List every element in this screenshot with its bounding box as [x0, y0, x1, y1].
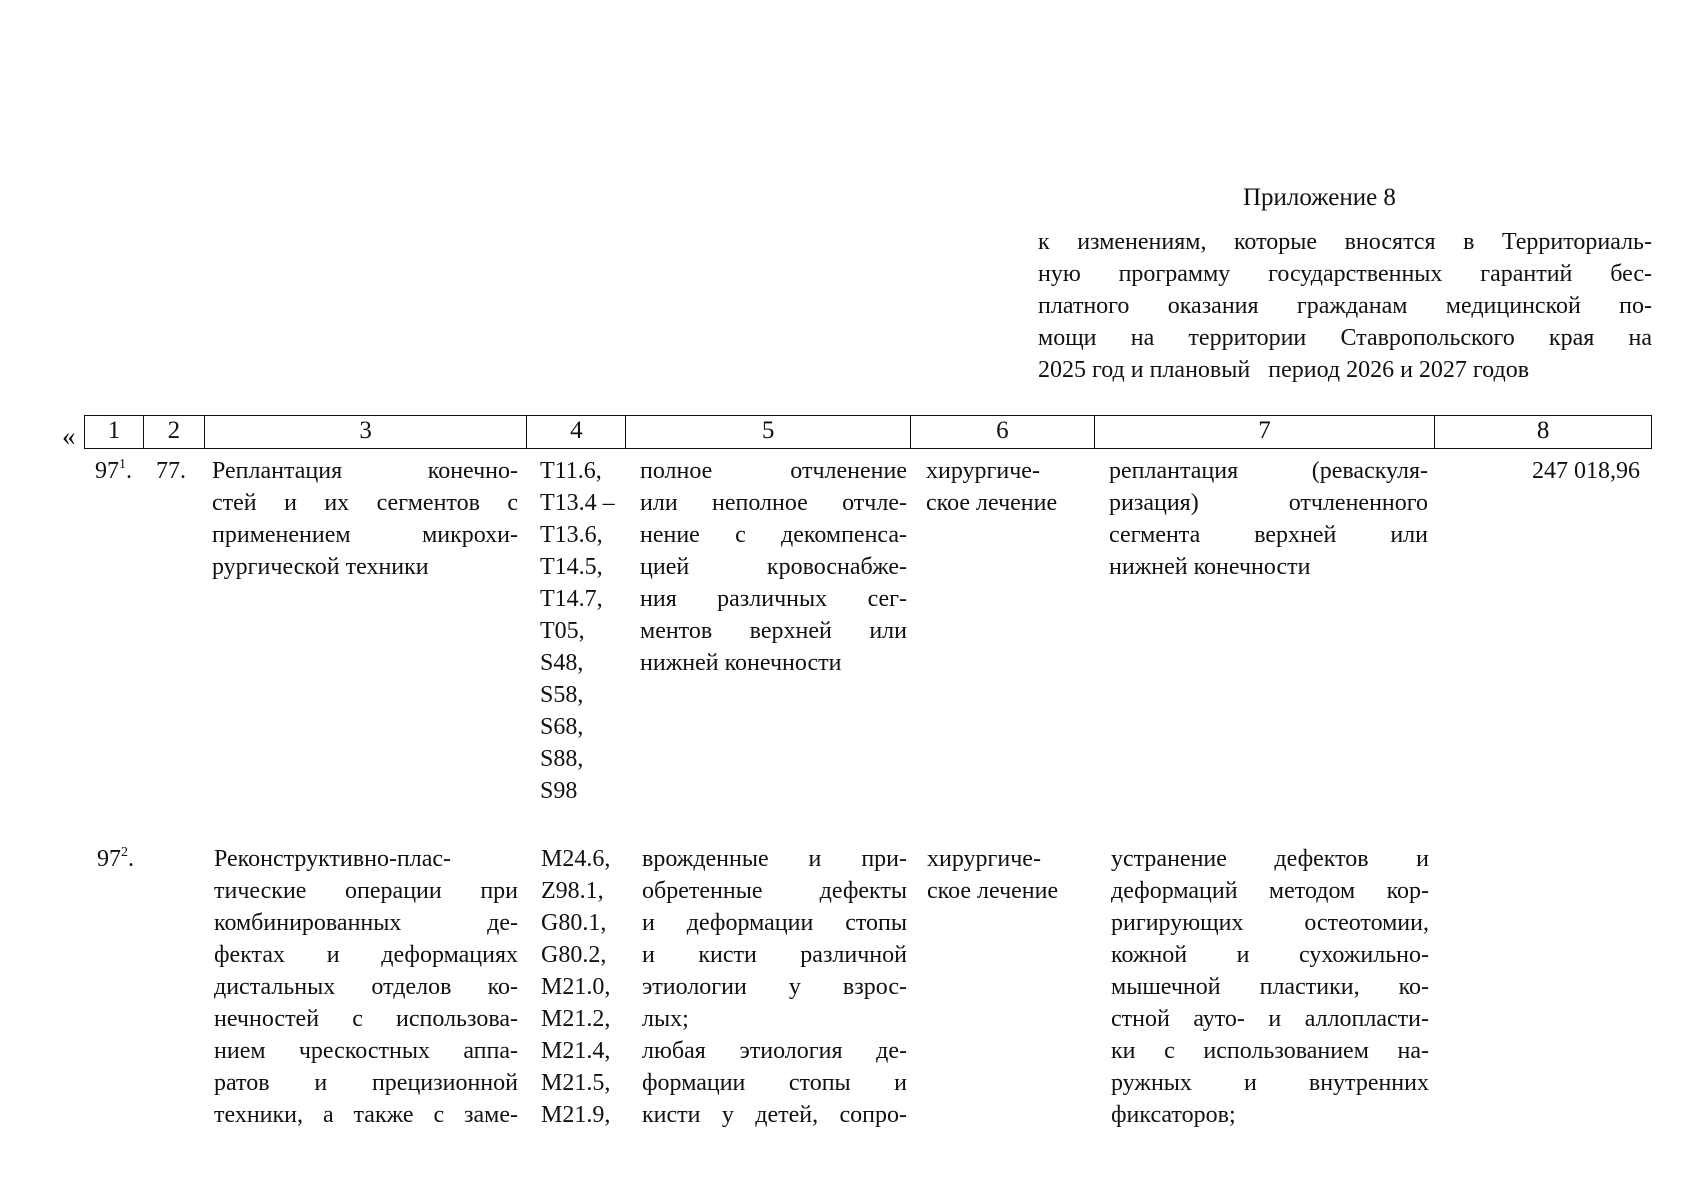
- method-name: Реконструктивно-плас- тические операции при комбинированных де- фектах и деформациях дистальных отделов ко- нечностей с использова- нием чрескостных аппа- ратов и прецизионной техники, а также с заме-: [214, 846, 518, 1128]
- row-group-number: 77.: [156, 458, 186, 484]
- cost-value: 247 018,96: [1532, 458, 1640, 484]
- appendix-line: мощи на территории Ставропольского края на: [1038, 325, 1652, 351]
- treatment-method: реплантация (реваскуля- ризация) отчлененного сегмента верхней или нижней конечности: [1109, 458, 1428, 580]
- treatment-type: хирургиче- ское лечение: [927, 846, 1059, 904]
- header-col-4: 4: [527, 416, 626, 448]
- header-col-5: 5: [626, 416, 911, 448]
- appendix-description: [1038, 230, 1652, 390]
- patient-model: полное отчленение или неполное отчле- нение с декомпенса- цией кровоснабже- ния различных сег- ментов верхней или нижней конечности: [640, 458, 907, 676]
- appendix-line: 2025 год и плановый период 2026 и 2027 годов: [1038, 357, 1530, 383]
- header-col-3: 3: [205, 416, 528, 448]
- patient-model: врожденные и при- обретенные дефекты и деформации стопы и кисти различной этиологии у взрос- лых; любая этиология де- формации стопы и кисти у детей, сопро-: [642, 846, 907, 1128]
- opening-quote: «: [62, 421, 76, 451]
- header-col-1: 1: [85, 416, 144, 448]
- method-name: Реплантация конечно- стей и их сегментов с применением микрохи- рургической техники: [212, 458, 518, 580]
- appendix-line: платного оказания гражданам медицинской по-: [1038, 293, 1652, 319]
- appendix-title: Приложение 8: [1243, 184, 1396, 211]
- treatment-type: хирургиче- ское лечение: [926, 458, 1058, 516]
- header-col-7: 7: [1095, 416, 1436, 448]
- header-col-6: 6: [911, 416, 1095, 448]
- header-col-2: 2: [144, 416, 205, 448]
- row-number: $97^2$.: [97, 845, 134, 872]
- treatment-method: устранение дефектов и деформаций методом кор- ригирующих остеотомии, кожной и сухожильно- мышечной пластики, ко- стной ауто- и аллопласти- ки с использованием на- ружных и внутренних фиксаторов;: [1111, 846, 1429, 1128]
- icd-codes: T11.6, T13.4 – T13.6, T14.5, T14.7, T05, S48, S58, S68, S88, S98: [540, 458, 615, 804]
- appendix-line: к изменениям, которые вносятся в Территориаль-: [1038, 229, 1652, 255]
- row-number: $97^1$.: [95, 457, 132, 484]
- header-col-8: 8: [1536, 417, 1550, 444]
- appendix-line: ную программу государственных гарантий бес-: [1038, 261, 1652, 287]
- icd-codes: M24.6, Z98.1, G80.1, G80.2, M21.0, M21.2, M21.4, M21.5, M21.9,: [541, 846, 611, 1128]
- table-header-row: [84, 415, 1652, 449]
